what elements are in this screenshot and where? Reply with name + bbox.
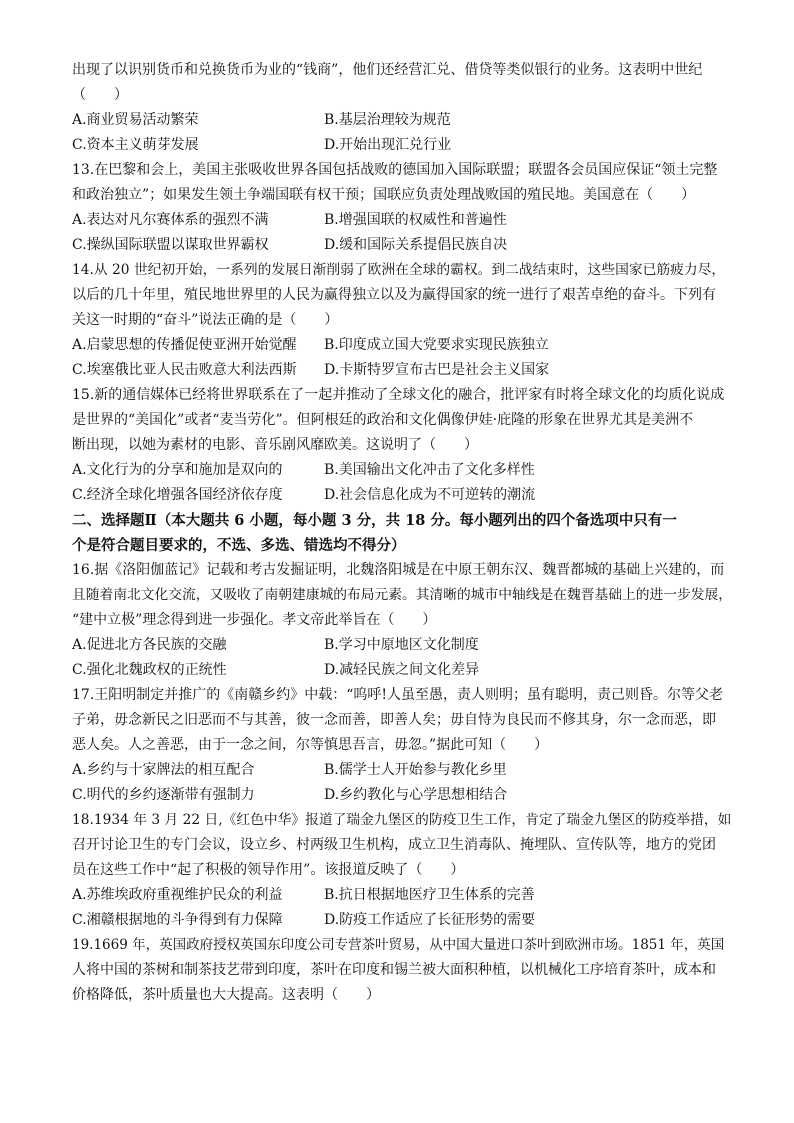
q18-option-a: A.苏维埃政府重视维护民众的利益 [72, 887, 283, 903]
q17-options-row-1 [72, 758, 732, 783]
q18-stem-line-3: 员在这些工作中“起了积极的领导作用”。该报道反映了（ ） [72, 862, 465, 878]
q13-stem-line-2: 和政治独立”；如果发生领土争端国联有权干预；国联应负责处理战败国的殖民地。美国意在（ ） [72, 187, 696, 203]
q18-options-row-1 [72, 883, 732, 908]
q13-option-b: B.增强国联的权威性和普遍性 [324, 212, 507, 228]
q13-options-row-1 [72, 208, 732, 233]
section-2-heading-line-1: 二、选择题Ⅱ（本大题共 6 小题，每小题 3 分，共 18 分。每小题列出的四个备选项中只有一 [72, 512, 677, 529]
q17-option-c: C.明代的乡约逐渐带有强制力 [72, 787, 255, 803]
q17-stem-line-2: 子弟，毋念新民之旧恶而不与其善，彼一念而善，即善人矣；毋自恃为良民而不修其身，尔一念而恶，即 [72, 712, 716, 728]
q15-stem-line-3: 断出现，以她为素材的电影、音乐剧风靡欧美。这说明了（ ） [72, 437, 478, 453]
q18-stem-line-2: 召开讨论卫生的专门会议，设立乡、村两级卫生机构，成立卫生消毒队、掩埋队、宣传队等，地方的党团 [72, 837, 716, 853]
q18-option-d: D.防疫工作适应了长征形势的需要 [324, 912, 536, 928]
q16-option-b: B.学习中原地区文化制度 [324, 637, 479, 653]
q12-stem-line-2: （ ） [72, 87, 128, 103]
q17-stem-line-3: 恶人矣。人之善恶，由于一念之间，尔等慎思吾言，毋忽。”据此可知（ ） [72, 737, 549, 753]
q13-option-a: A.表达对凡尔赛体系的强烈不满 [72, 212, 269, 228]
q16-option-a: A.促进北方各民族的交融 [72, 637, 227, 653]
q14-option-a: A.启蒙思想的传播促使亚洲开始觉醒 [72, 337, 297, 353]
q19-stem-line-2: 人将中国的茶树和制茶技艺带到印度，茶叶在印度和锡兰被大面积种植，以机械化工序培育茶叶，成本和 [72, 962, 716, 978]
q14-stem-line-1: 14.从 20 世纪初开始，一系列的发展日渐削弱了欧洲在全球的霸权。到二战结束时，这些国家已筋疲力尽， [72, 262, 726, 278]
q15-options-row-2 [72, 483, 732, 508]
q17-option-a: A.乡约与十家牌法的相互配合 [72, 762, 255, 778]
q14-options-row-1 [72, 333, 732, 358]
q14-stem-line-3: 关这一时期的“奋斗”说法正确的是（ ） [72, 312, 339, 328]
q16-stem-line-2: 且随着南北文化交流，又吸收了南朝建康城的布局元素。其清晰的城市中轴线是在魏晋基础上的进一步发展， [72, 587, 732, 603]
q15-stem-line-2: 是世界的“美国化”或者“麦当劳化”。但阿根廷的政治和文化偶像伊娃·庇隆的形象在世界尤其是美洲不 [72, 412, 694, 428]
q12-option-a: A.商业贸易活动繁荣 [72, 112, 199, 128]
q14-option-c: C.埃塞俄比亚人民击败意大利法西斯 [72, 362, 297, 378]
q17-option-b: B.儒学士人开始参与教化乡里 [324, 762, 507, 778]
q16-option-c: C.强化北魏政权的正统性 [72, 662, 227, 678]
q12-options-row-1 [72, 108, 732, 133]
q19-stem-line-1: 19.1669 年，英国政府授权英国东印度公司专营茶叶贸易，从中国大量进口茶叶到欧洲市场。1851 年，英国 [72, 937, 725, 953]
q15-option-c: C.经济全球化增强各国经济依存度 [72, 487, 283, 503]
q13-option-c: C.操纵国际联盟以谋取世界霸权 [72, 237, 269, 253]
q12-option-b: B.基层治理较为规范 [324, 112, 451, 128]
q13-options-row-2 [72, 233, 732, 258]
q16-stem-line-1: 16.据《洛阳伽蓝记》记载和考古发掘证明，北魏洛阳城是在中原王朝东汉、魏晋都城的基础上兴建的，而 [72, 562, 725, 578]
q18-options-row-2 [72, 908, 732, 933]
q16-options-row-2 [72, 658, 732, 683]
q15-options-row-1 [72, 458, 732, 483]
q12-stem-line-1: 出现了以识别货币和兑换货币为业的“钱商”，他们还经营汇兑、借贷等类似银行的业务。这表明中世纪 [72, 62, 703, 78]
q15-stem-line-1: 15.新的通信媒体已经将世界联系在了一起并推动了全球文化的融合，批评家有时将全球文化的均质化说成 [72, 387, 725, 403]
q15-option-b: B.美国输出文化冲击了文化多样性 [324, 462, 535, 478]
q12-options-row-2 [72, 133, 732, 158]
q18-option-b: B.抗日根据地医疗卫生体系的完善 [324, 887, 535, 903]
q16-stem-line-3: “建中立极”理念得到进一步强化。孝文帝此举旨在（ ） [72, 612, 437, 628]
q12-option-c: C.资本主义萌芽发展 [72, 137, 199, 153]
q12-option-d: D.开始出现汇兑行业 [324, 137, 452, 153]
q18-stem-line-1: 18.1934 年 3 月 22 日,《红色中华》报道了瑞金九堡区的防疫卫生工作，肯定了瑞金九堡区的防疫举措，如 [72, 812, 732, 828]
q13-stem-line-1: 13.在巴黎和会上，美国主张吸收世界各国包括战败的德国加入国际联盟；联盟各会员国应保证“领土完整 [72, 162, 718, 178]
q14-options-row-2 [72, 358, 732, 383]
q18-option-c: C.湘赣根据地的斗争得到有力保障 [72, 912, 283, 928]
q15-option-d: D.社会信息化成为不可逆转的潮流 [324, 487, 536, 503]
q14-option-d: D.卡斯特罗宣布古巴是社会主义国家 [324, 362, 550, 378]
q14-stem-line-2: 以后的几十年里，殖民地世界里的人民为赢得独立以及为赢得国家的统一进行了艰苦卓绝的奋斗。下列有 [72, 287, 716, 303]
q14-option-b: B.印度成立国大党要求实现民族独立 [324, 337, 549, 353]
q17-options-row-2 [72, 783, 732, 808]
exam-page [72, 58, 732, 1008]
q19-stem-line-3: 价格降低，茶叶质量也大大提高。这表明（ ） [72, 987, 380, 1003]
q17-option-d: D.乡约教化与心学思想相结合 [324, 787, 508, 803]
section-2-heading-line-2: 个是符合题目要求的，不选、多选、错选均不得分） [72, 537, 406, 554]
q17-stem-line-1: 17.王阳明制定并推广的《南赣乡约》中载：“呜呼!人虽至愚，责人则明；虽有聪明，责己则昏。尔等父老 [72, 687, 724, 703]
q16-options-row-1 [72, 633, 732, 658]
q15-option-a: A.文化行为的分享和施加是双向的 [72, 462, 283, 478]
q13-option-d: D.缓和国际关系提倡民族自决 [324, 237, 508, 253]
q16-option-d: D.减轻民族之间文化差异 [324, 662, 480, 678]
